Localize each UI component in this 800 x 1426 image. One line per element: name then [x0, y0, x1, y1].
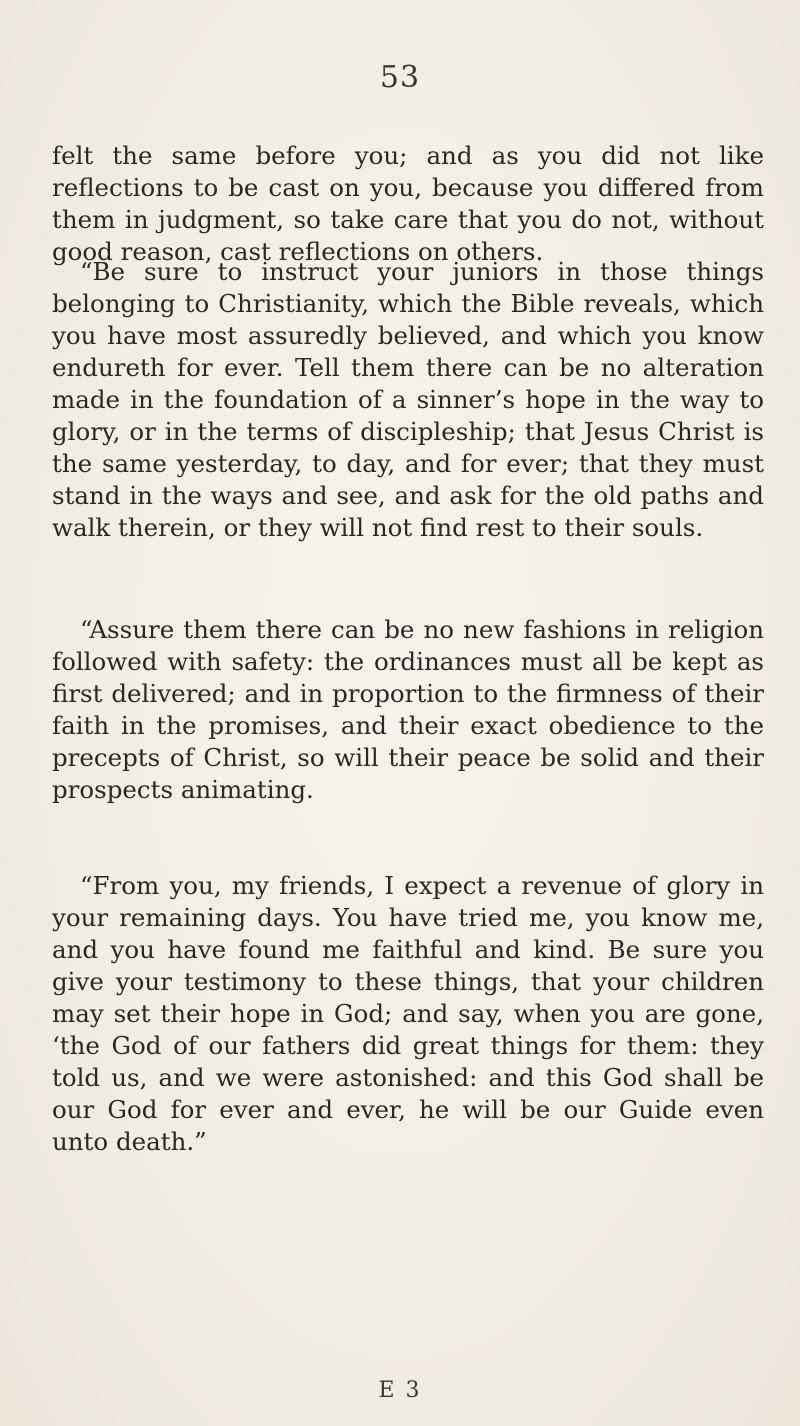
page-number: 53 [379, 60, 421, 95]
paragraph-revenue-of-glory: “From you, my friends, I expect a revenue of glory in your remaining days. You have tried me, you know me, and you have found me faithful and kind. Be sure you give your testimony to these things, that your children may set their hope in God; and say, when you are gone, ‘the God of our fathers did great things for them: they told us, and we were astonished: and this God shall be our God for ever and ever, he will be our Guide even unto death.” [52, 871, 764, 1156]
paragraph-instruct-juniors: “Be sure to instruct your juniors in those things belonging to Christianity, which the Bible reveals, which you have most assuredly believed, and which you know endureth for ever. Tell them there can be no alteration made in the foundation of a sinner’s hope in the way to glory, or in the terms of discipleship; that Jesus Christ is the same yesterday, to day, and for ever; that they must stand in the ways and see, and ask for the old paths and walk therein, or they will not find rest to their souls. [52, 257, 764, 542]
paragraph-no-new-fashions: “Assure them there can be no new fashions in religion followed with safety: the ordinances must all be kept as first delivered; and in proportion to the firmness of their faith in the promises, and their exact obedience to the precepts of Christ, so will their peace be solid and their prospects animating. [52, 615, 764, 804]
signature-mark: E 3 [378, 1378, 422, 1403]
paragraph-continuation: felt the same before you; and as you did not like reflections to be cast on you, because you differed from them in judgment, so take care that you do not, without good reason, cast reflections on others. [52, 141, 764, 266]
